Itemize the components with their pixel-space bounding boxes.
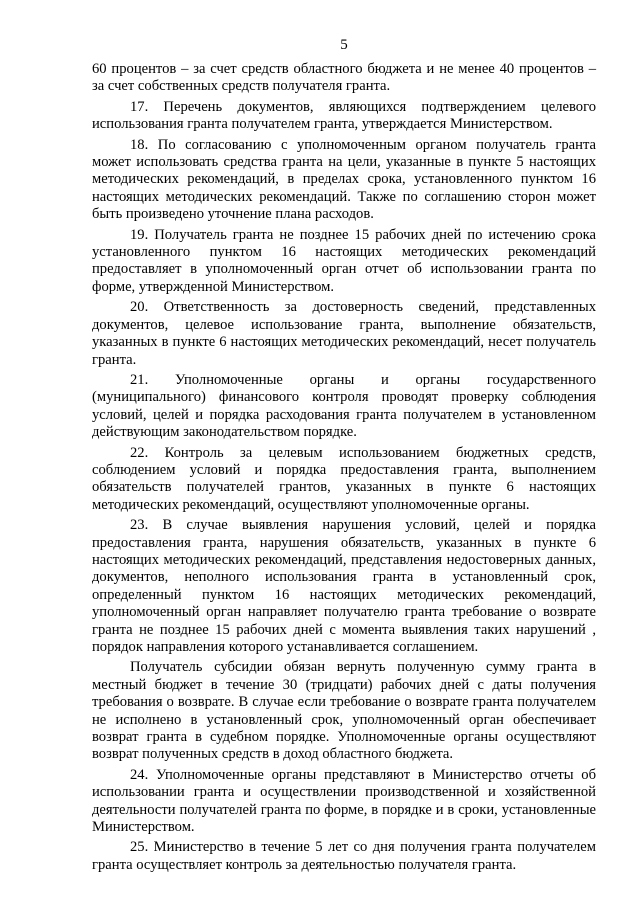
document-page (92, 36, 596, 877)
paragraph-22: 22. Контроль за целевым использованием бюджетных средств, соблюдением условий и порядка предоставления гранта, выполнением обязательств получателей грантов, указанных в пункте 6 настоящих методических рекомендаций, осуществляют уполномоченные органы. (92, 444, 596, 513)
paragraph-24: 24. Уполномоченные органы представляют в Министерство отчеты об использовании гранта и осуществлении производственной и хозяйственной деятельности получателей гранта по форме, в порядке и в сроки, установленные Министерством. (92, 766, 596, 836)
paragraph-23-refund: Получатель субсидии обязан вернуть полученную сумму гранта в местный бюджет в течение 30 (тридцати) рабочих дней с даты получения требования о возврате. В случае если требование о возврате гранта получателем не исполнено в установленный срок, уполномоченный орган обеспечивает возврат гранта в судебном порядке. Уполномоченные органы осуществляют возврат полученных средств в доход областного бюджета. (92, 659, 596, 763)
paragraph-20: 20. Ответственность за достоверность сведений, представленных документов, целевое использование гранта, выполнение обязательств, указанных в пункте 6 настоящих методических рекомендаций, несет получатель гранта. (92, 299, 596, 368)
page-number: 5 (340, 37, 348, 53)
paragraph-continuation: 60 процентов – за счет средств областного бюджета и не менее 40 процентов – за счет собственных средств получателя гранта. (92, 61, 596, 95)
paragraph-23: 23. В случае выявления нарушения условий, целей и порядка предоставления гранта, нарушения обязательств, указанных в пункте 6 настоящих методических рекомендаций, представления недостоверных данных, документов, неполного использования гранта в установленный срок, определенный пунктом 16 настоящих методических рекомендаций, уполномоченный орган направляет получателю гранта требование о возврате гранта не позднее 15 рабочих дней с момента выявления таких нарушений , порядок направления которого устанавливается соглашением. (92, 517, 596, 655)
paragraph-25: 25. Министерство в течение 5 лет со дня получения гранта получателем гранта осуществляет контроль за деятельностью получателя гранта. (92, 839, 596, 873)
paragraph-18: 18. По согласованию с уполномоченным органом получатель гранта может использовать средства гранта на цели, указанные в пункте 5 настоящих методических рекомендаций, в пределах срока, установленного пунктом 16 настоящих методических рекомендаций. Также по соглашению сторон может быть произведено уточнение плана расходов. (92, 136, 596, 223)
paragraph-17: 17. Перечень документов, являющихся подтверждением целевого использования гранта получателем гранта, утверждается Министерством. (92, 98, 596, 133)
paragraph-19: 19. Получатель гранта не позднее 15 рабочих дней по истечению срока установленного пунктом 16 настоящих методических рекомендаций предоставляет в уполномоченный орган отчет об использовании гранта по форме, утвержденной Министерством. (92, 226, 596, 295)
paragraph-21: 21. Уполномоченные органы и органы государственного (муниципального) финансового контроля проводят проверку соблюдения условий, целей и порядка расходования гранта получателем в установленном действующим законодательством порядке. (92, 371, 596, 441)
